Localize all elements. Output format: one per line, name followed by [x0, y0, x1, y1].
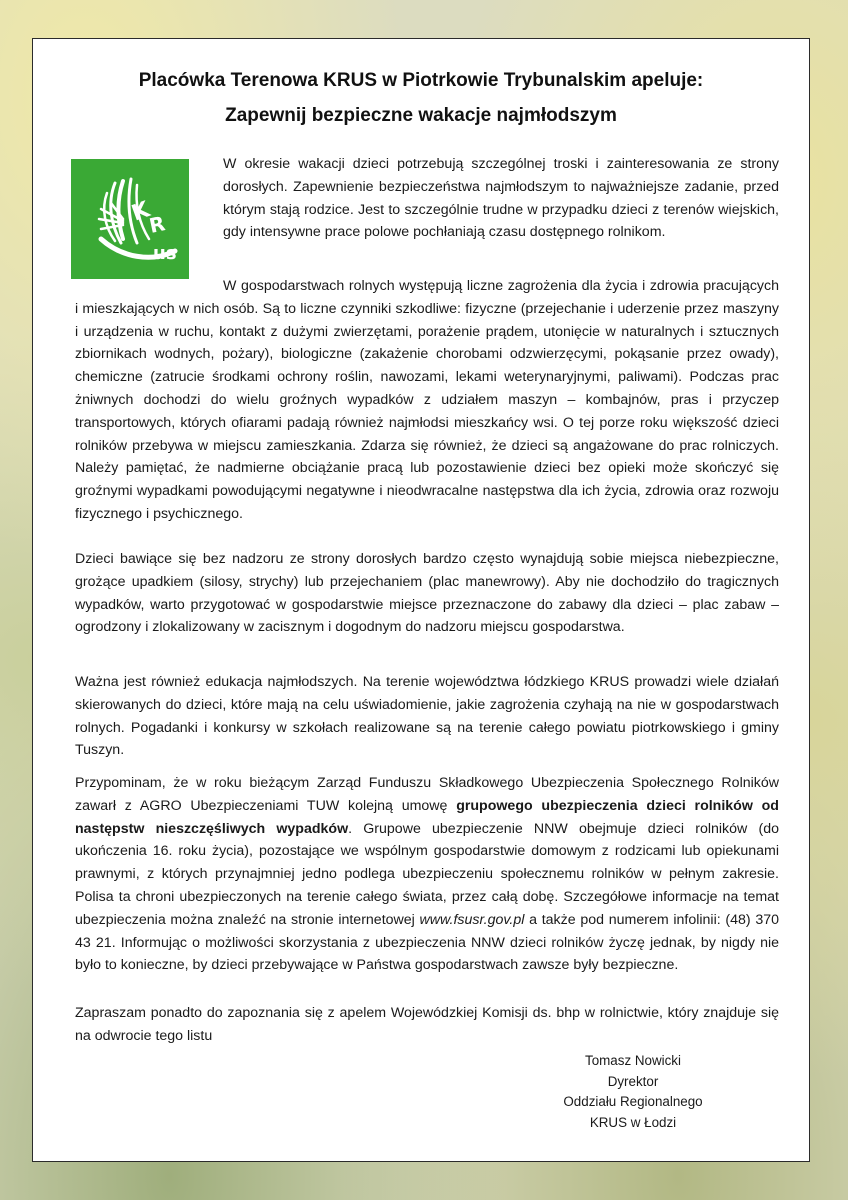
document-subtitle: Zapewnij bezpieczne wakacje najmłodszym — [225, 105, 617, 126]
paragraph-insurance — [75, 772, 779, 977]
krus-logo — [71, 159, 189, 279]
insurance-website-link[interactable]: www.fsusr.gov.pl — [419, 911, 525, 928]
svg-text:K: K — [128, 197, 154, 227]
krus-logo-mark — [71, 159, 189, 279]
paragraph-hazards: W gospodarstwach rolnych występują liczne zagrożenia dla życia i zdrowia pracujących i mieszkających w nich osób. Są to liczne czynniki szkodliwe: fizyczne (przejechanie i uderzenie przez maszyny i urządzenia w ruchu, kontakt z dużymi zwierzętami, porażenie prądem, utonięcie w naturalnych i sztucznych zbiornikach wodnych, pożary), biologiczne (zakażenie chorobami odzwierzęcymi, pokąsanie przez owady), chemiczne (zatrucie środkami ochrony roślin, nawozami, lekami weterynaryjnymi, paliwami). Podczas prac żniwnych dochodzi do wielu groźnych wypadków z udziałem maszyn – kombajnów, pras i przyczep transportowych, których ofiarami padają również najmłodsi mieszkańcy wsi. O tej porze roku większość dzieci rolników przebywa w miejscu zamieszkania. Zdarza się również, że dzieci są angażowane do prac rolniczych. Należy pamiętać, że nadmierne obciążanie pracą lub pozostawienie dzieci bez opieki może skończyć się groźnymi wypadkami powodującymi negatywne i nieodwracalne następstwa dla ich życia, zdrowia oraz rozwoju fizycznego i psychicznego. — [75, 278, 779, 522]
svg-text:R: R — [147, 211, 168, 238]
insurance-text-a: Przypominam, że w roku bieżącym Zarząd Funduszu Składkowego Ubezpieczenia Społecznego Rolników zawarł z AGRO Ubezpieczeniami TUW kolejną umowę — [75, 775, 779, 814]
paragraph-education: Ważna jest również edukacja najmłodszych. Na terenie województwa łódzkiego KRUS prowadzi wiele działań skierowanych do dzieci, które mają na celu uświadomienie, jakie zagrożenia czyhają na nie w gospodarstwach rolnych. Pogadanki i konkursy w szkołach realizowane są na terenie całego powiatu piotrkowskiego i gminy Tuszyn. — [75, 674, 779, 759]
signature-block — [523, 1051, 743, 1133]
paragraph-invitation: Zapraszam ponadto do zapoznania się z apelem Wojewódzkiej Komisji ds. bhp w rolnictwie, który znajduje się na odwrocie tego listu — [75, 1005, 779, 1044]
signature-name: Tomasz Nowicki — [585, 1053, 681, 1068]
paragraph-play-area: Dzieci bawiące się bez nadzoru ze strony dorosłych bardzo często wynajdują sobie miejsca niebezpieczne, grożące upadkiem (silosy, strychy) lub przejechaniem (plac manewrowy). Aby nie dochodziło do tragicznych wypadków, warto przygotować w gospodarstwie miejsce przeznaczone do zabawy dla dzieci – plac zabaw – ogrodzony i zlokalizowany w zacisznym i dogodnym do nadzoru miejscu gospodarstwa. — [75, 551, 779, 636]
signature-role: Dyrektor — [607, 1073, 659, 1089]
insurance-text-b: . Grupowe ubezpieczenie NNW obejmuje dzieci rolników (do ukończenia 16. roku życia), pozostające we wspólnym gospodarstwie domowym z rodzicami lub opiekunami prawnymi, z których przynajmniej jedno podlega ubezpieczeniu społecznemu rolników w pełnym zakresie. Polisa ta chroni ubezpieczonych na terenie całego świata, przez całą dobę. Szczegółowe informacje na temat ubezpieczenia można znaleźć na stronie internetowej — [75, 820, 779, 928]
svg-text:us: us — [153, 243, 177, 264]
signature-unit: Oddziału Regionalnego — [563, 1094, 703, 1110]
signature-org: KRUS w Łodzi — [589, 1114, 677, 1130]
insurance-text-c: a także pod numerem infolinii: (48) 370 43 21. Informując o możliwości skorzystania z ubezpieczenia NNW dzieci rolników życzę jednak, by nigdy nie było to konieczne, by dzieci przebywające w Państwa gospodarstwach zawsze były bezpieczne. — [75, 911, 780, 974]
document-page — [32, 38, 810, 1162]
paragraph-intro: W okresie wakacji dzieci potrzebują szczególnej troski i zainteresowania ze strony dorosłych. Zapewnienie bezpieczeństwa najmłodszym to najważniejsze zadanie, przed którym stają rodzice. Jest to szczególnie trudne w przypadku dzieci z terenów wiejskich, gdy intensywne prace polowe pochłaniają czasu dostępnego rolnikom. — [223, 156, 779, 241]
document-title: Placówka Terenowa KRUS w Piotrkowie Trybunalskim apeluje: — [138, 70, 704, 91]
insurance-bold-text: grupowego ubezpieczenia dzieci rolników od następstw nieszczęśliwych wypadków — [75, 797, 779, 837]
